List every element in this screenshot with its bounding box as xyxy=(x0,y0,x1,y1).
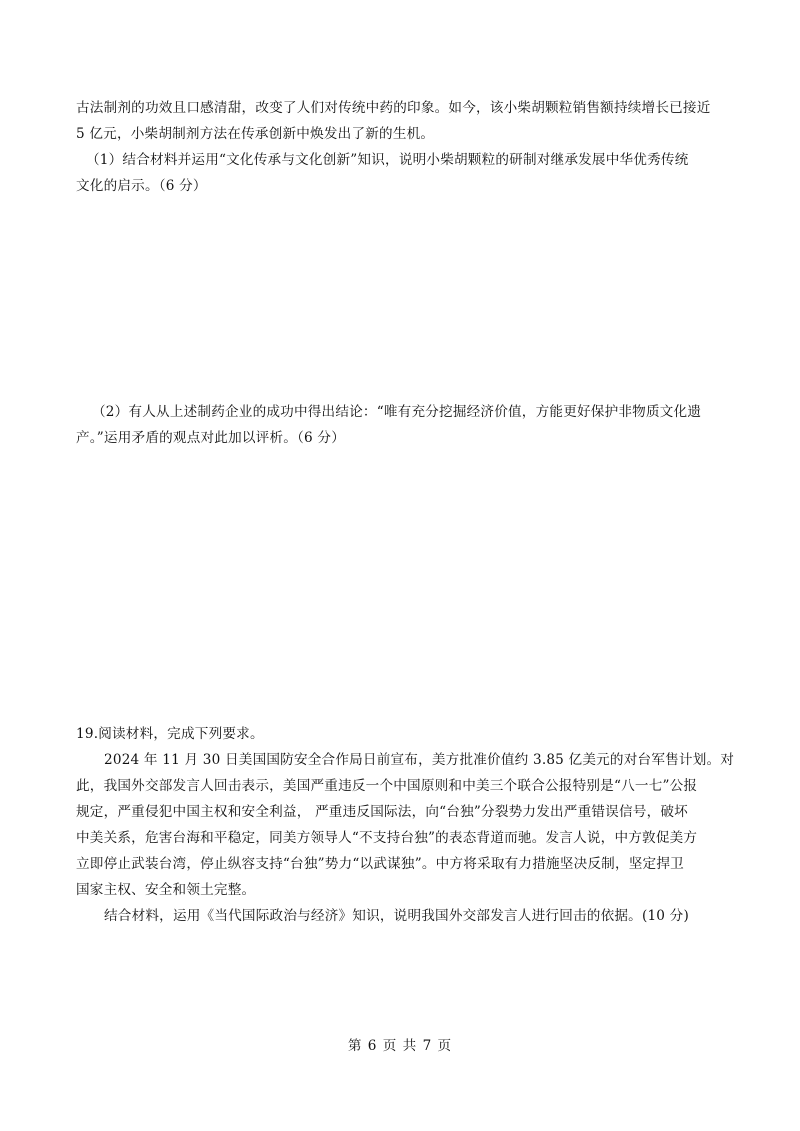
q19-material-line-4: 中美关系，危害台海和平稳定，同美方领导人“不支持台独”的表态背道而驰。发言人说，中方敦促美方 xyxy=(76,830,698,846)
q18-sub2-line-1: （2）有人从上述制药企业的成功中得出结论：“唯有充分挖掘经济价值，方能更好保护非物质文化遗 xyxy=(92,404,702,420)
page-number: 第 6 页 共 7 页 xyxy=(347,1038,453,1054)
q18-sub1-line-2: 文化的启示。（6 分） xyxy=(76,178,207,194)
q19-task: 结合材料，运用《当代国际政治与经济》知识，说明我国外交部发言人进行回击的依据。(10 分) xyxy=(104,908,689,924)
q18-sub1-line-1: （1）结合材料并运用“文化传承与文化创新”知识，说明小柴胡颗粒的研制对继承发展中华优秀传统 xyxy=(86,152,689,168)
q19-material-line-5: 立即停止武装台湾，停止纵容支持“台独”势力“以武谋独”。中方将采取有力措施坚决反制，坚定捍卫 xyxy=(76,856,684,872)
q18-material-line-2: 5 亿元，小柴胡制剂方法在传承创新中焕发出了新的生机。 xyxy=(76,126,435,142)
q19-material-line-6: 国家主权、安全和领土完整。 xyxy=(76,882,256,898)
q18-sub2-line-2: 产。”运用矛盾的观点对此加以评析。（6 分） xyxy=(76,430,345,446)
q19-material-line-1: 2024 年 11 月 30 日美国国防安全合作局日前宣布，美方批准价值约 3.85 亿美元的对台军售计划。对 xyxy=(104,752,735,768)
q19-material-line-3: 规定，严重侵犯中国主权和安全利益， 严重违反国际法，向“台独”分裂势力发出严重错误信号，破坏 xyxy=(76,804,688,820)
q18-material-line-1: 古法制剂的功效且口感清甜，改变了人们对传统中药的印象。如今，该小柴胡颗粒销售额持续增长已接近 xyxy=(76,100,711,116)
q19-heading: 19.阅读材料，完成下列要求。 xyxy=(76,726,264,742)
q19-material-line-2: 此，我国外交部发言人回击表示，美国严重违反一个中国原则和中美三个联合公报特别是“八一七”公报 xyxy=(76,778,698,794)
